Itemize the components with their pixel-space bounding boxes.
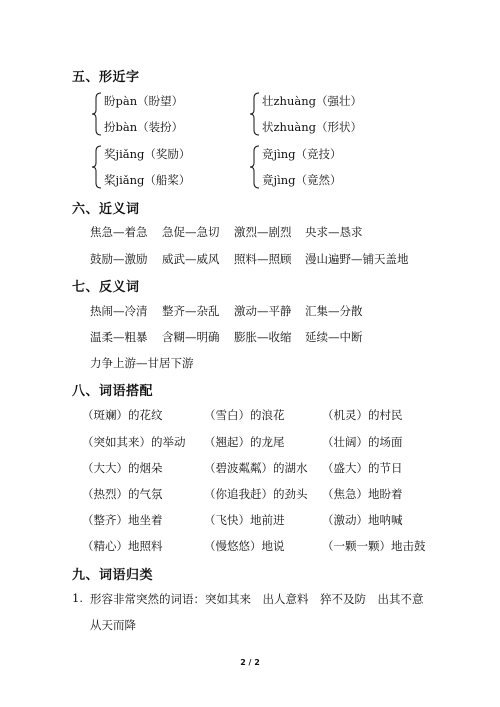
brace — [92, 145, 102, 189]
antonym-pair: 延续—中断 — [305, 330, 363, 344]
similar-char-ban: 扮bàn（装扮） — [104, 120, 184, 134]
section-9-heading: 九、词语归类 — [72, 568, 154, 583]
antonym-pair: 整齐—杂乱 — [162, 304, 220, 318]
similar-char-jiang2: 桨jiǎng（船桨） — [104, 173, 191, 187]
antonym-pair: 温柔—粗暴 — [90, 330, 148, 344]
collocation: （机灵）的村民 — [322, 408, 403, 422]
collocation: （飞快）地前进 — [204, 513, 285, 527]
collocation: （斑斓）的花纹 — [82, 408, 163, 422]
brace — [250, 92, 260, 136]
similar-char-jiang1: 奖jiǎng（奖励） — [104, 147, 191, 161]
item-number: 1. — [72, 591, 83, 605]
section-7-heading: 七、反义词 — [72, 280, 140, 295]
collocation: （热烈）的气氛 — [82, 487, 163, 501]
synonym-pair: 威武—威风 — [162, 252, 220, 266]
collocation: （雪白）的浪花 — [204, 408, 285, 422]
collocation: （翘起）的龙尾 — [204, 435, 285, 449]
synonym-pair: 漫山遍野—铺天盖地 — [305, 252, 409, 266]
antonym-pair: 热闹—冷清 — [90, 304, 148, 318]
collocation: （慢悠悠）地说 — [204, 539, 285, 553]
section-6-heading: 六、近义词 — [72, 202, 140, 217]
brace — [250, 145, 260, 189]
section-5-heading: 五、形近字 — [72, 70, 140, 85]
antonym-pair: 力争上游—甘居下游 — [90, 356, 194, 370]
collocation: （焦急）地盼着 — [322, 487, 403, 501]
collocation: （壮阔）的场面 — [322, 435, 403, 449]
page-number: 2 / 2 — [240, 658, 260, 667]
brace — [92, 92, 102, 136]
antonym-pair: 膨胀—收缩 — [234, 330, 292, 344]
antonym-pair: 含糊—明确 — [162, 330, 220, 344]
collocation: （盛大）的节日 — [322, 461, 403, 475]
collocation: （你追我赶）的劲头 — [204, 487, 308, 501]
collocation: （突如其来）的举动 — [82, 435, 186, 449]
synonym-pair: 焦急—着急 — [90, 225, 148, 239]
synonym-pair: 照料—照顾 — [234, 252, 292, 266]
antonym-pair: 激动—平静 — [234, 304, 292, 318]
collocation: （一颗一颗）地击鼓 — [322, 539, 426, 553]
collocation: （整齐）地坐着 — [82, 513, 163, 527]
collocation: （大大）的烟朵 — [82, 461, 163, 475]
collocation: （激动）地呐喊 — [322, 513, 403, 527]
collocation: （精心）地照料 — [82, 539, 163, 553]
synonym-pair: 急促—急切 — [162, 225, 220, 239]
classification-line: 形容非常突然的词语：突如其来 出人意料 猝不及防 出其不意 — [90, 592, 424, 606]
similar-char-zhuang2: 状zhuàng（形状） — [262, 120, 362, 134]
synonym-pair: 激烈—剧烈 — [234, 225, 292, 239]
section-8-heading: 八、词语搭配 — [72, 384, 154, 399]
similar-char-jing1: 竞jìng（竞技） — [262, 147, 342, 161]
collocation: （碧波粼粼）的湖水 — [204, 461, 308, 475]
synonym-pair: 鼓励—激励 — [90, 252, 148, 266]
similar-char-zhuang1: 壮zhuàng（强壮） — [262, 94, 362, 108]
antonym-pair: 汇集—分散 — [305, 304, 363, 318]
similar-char-jing2: 竟jìng（竟然） — [262, 173, 342, 187]
similar-char-pan: 盼pàn（盼望） — [104, 94, 184, 108]
classification-line: 从天而降 — [90, 618, 136, 632]
synonym-pair: 央求—恳求 — [305, 225, 363, 239]
